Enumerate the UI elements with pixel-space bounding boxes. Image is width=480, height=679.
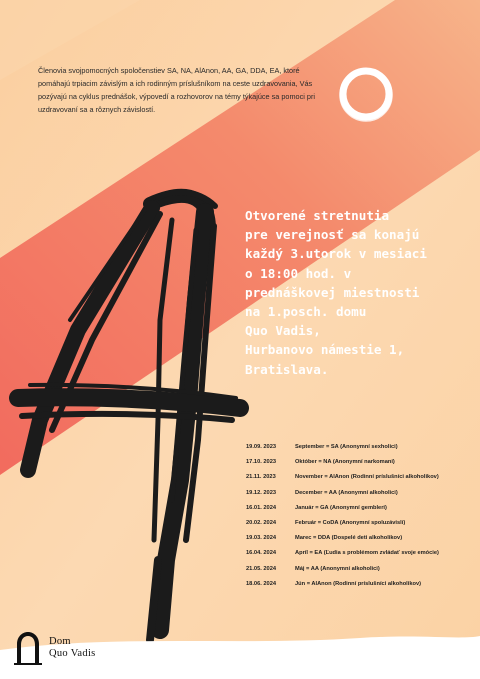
headline-text: Otvorené stretnutia pre verejnosť sa konajú každý 3.utorok v mesiaci o 18:00 hod. v prednáškovej miestnosti na 1.posch. domu Quo Vadis, Hurbanovo námestie 1, Bratislava. [245,208,427,377]
schedule-item [246,486,476,501]
intro-paragraph: Členovia svojpomocných spoločenstiev SA, NA, AlAnon, AA, GA, DDA, EA, ktoré pomáhajú trpiacim závislým a ich rodinným príslušníkom na ceste uzdravovania, Vás pozývajú na cyklus prednášok, výpovedí a rozhovorov na témy týkajúce sa pomoci pri uzdravovaní sa a rôznych závislostí. [38,66,316,114]
schedule-item [246,470,476,485]
schedule-item [246,546,476,561]
schedule-topic: Máj = AA (Anonymní alkoholici) [295,565,380,572]
schedule-item [246,562,476,577]
logo-line-2: Quo Vadis [49,648,96,659]
schedule-topic: Apríl = EA (Ľudia s problémom zvládať svoje emócie) [295,550,439,557]
schedule-topic: Október = NA (Anonymní narkomani) [295,459,395,466]
schedule-date: 19.03. 2024 [246,535,277,542]
schedule-topic: November = AlAnon (Rodinní príslušníci alkoholikov) [295,474,439,481]
schedule-topic: September = SA (Anonymní sexholici) [295,444,398,450]
schedule-topic: Február = CoDA (Anonymní spoluzávislí) [295,520,406,527]
schedule-topic: Január = GA (Anonymní gembleri) [295,504,387,511]
schedule-date: 19.12. 2023 [246,489,277,496]
schedule-topic: Marec = DDA (Dospelé deti alkoholikov) [295,535,403,542]
schedule-date: 19.09. 2023 [246,444,277,450]
schedule-date: 21.05. 2024 [246,565,277,572]
schedule-item [246,516,476,531]
schedule-date: 18.06. 2024 [246,580,277,587]
schedule-item [246,531,476,546]
schedule-list [246,440,476,592]
schedule-topic: December = AA (Anonymní alkoholici) [295,489,398,496]
schedule-item [246,440,476,455]
schedule-date: 16.01. 2024 [246,504,277,511]
schedule-date: 20.02. 2024 [246,520,277,527]
schedule-date: 17.10. 2023 [246,459,277,466]
schedule-topic: Jún = AlAnon (Rodinní príslušníci alkoholikov) [295,580,422,587]
schedule-item [246,501,476,516]
logo-line-1: Dom [49,636,71,647]
schedule-item [246,577,476,592]
schedule-date: 16.04. 2024 [246,550,277,557]
schedule-date: 21.11. 2023 [246,474,276,481]
dom-quo-vadis-logo [14,628,96,668]
arch-icon [14,630,42,666]
schedule-item [246,455,476,470]
